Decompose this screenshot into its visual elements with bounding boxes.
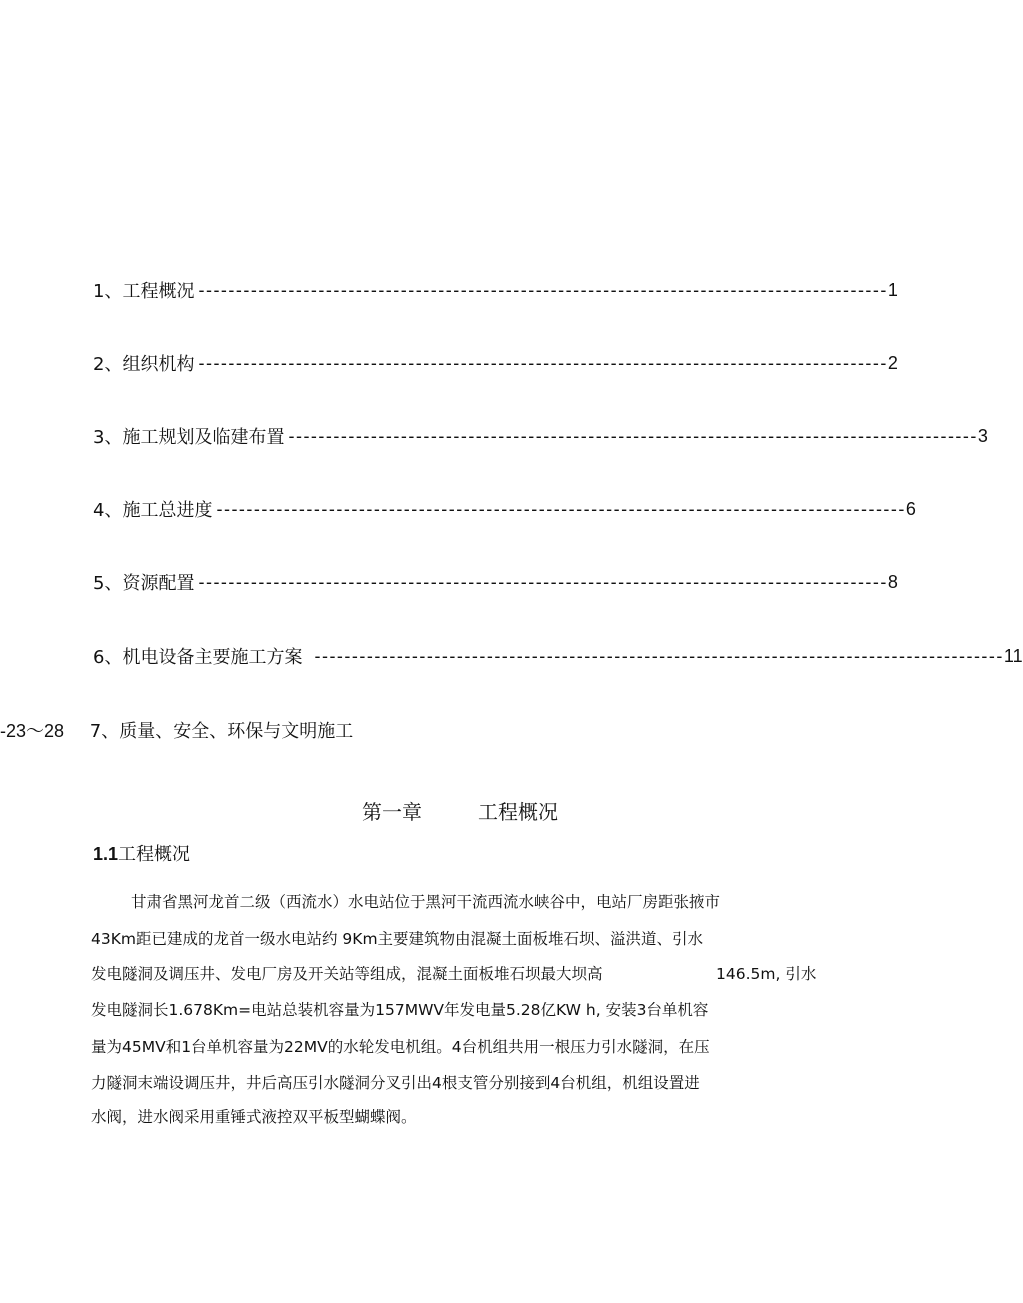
toc-number: 5、	[93, 573, 123, 594]
toc-item[interactable]	[93, 496, 916, 522]
paragraph-line: 43Km距已建成的龙首一级水电站约 9Km主要建筑物由混凝土面板堆石坝、溢洪道、引水	[91, 930, 704, 948]
toc-leader: --------------------------------------------------------------------------------------------	[216, 498, 906, 519]
toc-title: 资源配置	[122, 573, 195, 594]
toc-leader: --------------------------------------------------------------------------------------------	[198, 352, 888, 373]
paragraph-line: 发电隧洞及调压井、发电厂房及开关站等组成，混凝土面板堆石坝最大坝高	[91, 965, 603, 983]
toc-number: 2、	[93, 354, 123, 375]
chapter-heading	[0, 796, 920, 825]
chapter-title: 工程概况	[478, 800, 558, 824]
toc-leader: --------------------------------------------------------------------------------------------	[288, 425, 978, 446]
toc-page-range: -23～28	[0, 721, 65, 741]
toc-page: 6	[905, 498, 916, 519]
section-heading	[93, 840, 190, 866]
toc-title: 工程概况	[122, 281, 195, 302]
paragraph-line: 力隧洞末端设调压井，井后高压引水隧洞分叉引出4根支管分别接到4台机组，机组设置进	[91, 1074, 700, 1092]
toc-item[interactable]	[0, 717, 353, 743]
toc-page: 11	[1003, 645, 1023, 666]
toc-title: 施工总进度	[122, 500, 213, 521]
toc-title: 施工规划及临建布置	[122, 427, 285, 448]
toc-leader: --------------------------------------------------------------------------------------------	[314, 645, 1004, 666]
paragraph-line: 水阀，进水阀采用重锤式液控双平板型蝴蝶阀。	[91, 1108, 417, 1126]
toc-page: 3	[977, 425, 988, 446]
paragraph-line-tail: 146.5m, 引水	[716, 965, 817, 983]
toc-title: 组织机构	[122, 354, 195, 375]
paragraph-line: 量为45MV和1台单机容量为22MV的水轮发电机组。4台机组共用一根压力引水隧洞，在压	[91, 1038, 710, 1056]
toc-item[interactable]	[93, 350, 898, 376]
toc-item[interactable]	[93, 423, 988, 449]
toc-item[interactable]	[93, 643, 1023, 669]
toc-number: 3、	[93, 427, 123, 448]
section-title: 工程概况	[118, 844, 191, 865]
section-number: 1.1	[93, 844, 119, 864]
toc-item[interactable]	[93, 277, 898, 303]
paragraph-line: 甘肃省黑河龙首二级（西流水）水电站位于黑河干流西流水峡谷中，电站厂房距张掖市	[131, 893, 721, 911]
toc-leader: --------------------------------------------------------------------------------------------	[198, 571, 888, 592]
toc-leader: --------------------------------------------------------------------------------------------	[198, 279, 888, 300]
toc-item[interactable]	[93, 569, 898, 595]
toc-title: 机电设备主要施工方案	[122, 647, 303, 668]
chapter-label: 第一章	[362, 800, 422, 824]
toc-number: 4、	[93, 500, 123, 521]
paragraph-line: 发电隧洞长1.678Km=电站总装机容量为157MWV年发电量5.28亿KW h, 安装3台单机容	[91, 1001, 709, 1019]
toc-page: 8	[887, 571, 898, 592]
toc-title: 7、质量、安全、环保与文明施工	[89, 721, 354, 742]
toc-number: 1、	[93, 281, 123, 302]
toc-number: 6、	[93, 647, 123, 668]
toc-page: 2	[887, 352, 898, 373]
toc-page: 1	[887, 279, 898, 300]
